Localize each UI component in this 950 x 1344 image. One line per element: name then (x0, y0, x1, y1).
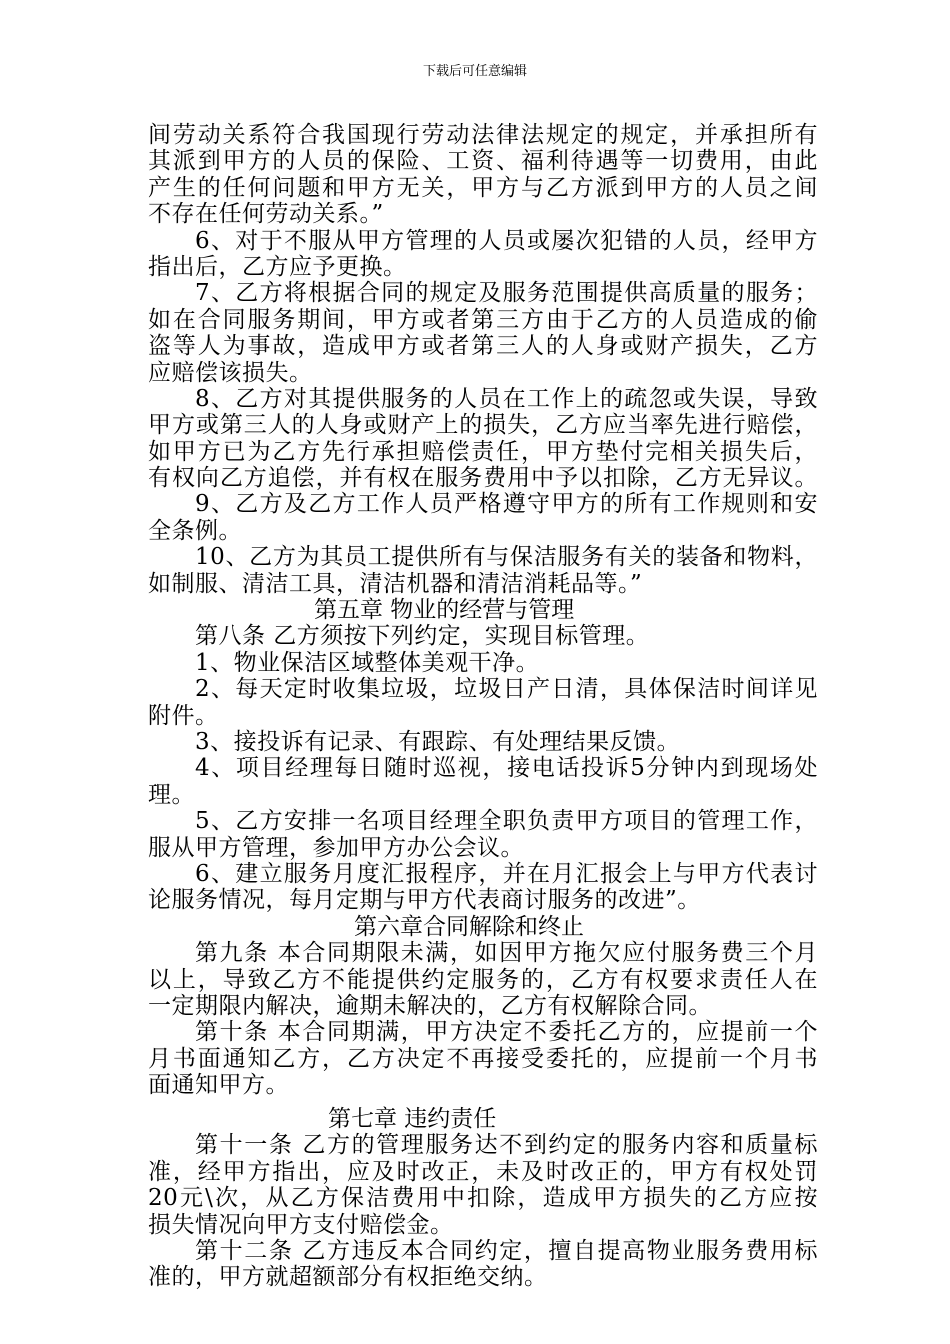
page-header: 下载后可任意编辑 (422, 64, 527, 79)
text-line: 其派到甲方的人员的保险、工资、福利待遇等一切费用，由此 (148, 148, 818, 175)
text-line: 6、对于不服从甲方管理的人员或屡次犯错的人员，经甲方 (195, 227, 818, 254)
chapter-heading: 第五章 物业的经营与管理 (314, 597, 575, 624)
text-line: 第九条 本合同期限未满，如因甲方拖欠应付服务费三个月 (195, 940, 818, 967)
text-line: 有权向乙方追偿，并有权在服务费用中予以扣除，乙方无异议。 (148, 465, 818, 492)
text-line: 第十条 本合同期满，甲方决定不委托乙方的，应提前一个 (195, 1019, 818, 1046)
text-line: 2、每天定时收集垃圾，垃圾日产日清，具体保洁时间详见 (195, 676, 818, 703)
text-line: 4、项目经理每日随时巡视，接电话投诉5分钟内到现场处 (195, 755, 818, 782)
text-line: 指出后，乙方应予更换。 (148, 253, 407, 280)
text-line: 准的，甲方就超额部分有权拒绝交纳。 (148, 1264, 548, 1291)
text-line: 以上，导致乙方不能提供约定服务的，乙方有权要求责任人在 (148, 966, 818, 993)
text-line: 甲方或第三人的人身或财产上的损失，乙方应当率先进行赔偿， (148, 412, 818, 439)
text-line: 盗等人为事故，造成甲方或者第三人的人身或财产损失，乙方 (148, 333, 818, 360)
text-line: 6、建立服务月度汇报程序，并在月汇报会上与甲方代表讨 (195, 860, 818, 887)
document-body (148, 122, 818, 1291)
text-line: 5、乙方安排一名项目经理全职负责甲方项目的管理工作， (195, 808, 818, 835)
text-line: 全条例。 (148, 517, 242, 544)
text-line: 如制服、清洁工具，清洁机器和清洁消耗品等。” (148, 570, 643, 597)
text-line: 第八条 乙方须按下列约定，实现目标管理。 (195, 623, 650, 650)
text-line: 第十二条 乙方违反本合同约定，擅自提高物业服务费用标 (195, 1238, 818, 1265)
text-line: 7、乙方将根据合同的规定及服务范围提供高质量的服务； (195, 280, 818, 307)
text-line: 20元\次，从乙方保洁费用中扣除，造成甲方损失的乙方应按 (148, 1185, 818, 1212)
text-line: 3、接投诉有记录、有跟踪、有处理结果反馈。 (195, 728, 681, 755)
chapter-heading: 第六章合同解除和终止 (354, 913, 584, 940)
text-line: 月书面通知乙方，乙方决定不再接受委托的，应提前一个月书 (148, 1045, 818, 1072)
text-line: 应赔偿该损失。 (148, 359, 313, 386)
text-line: 面通知甲方。 (148, 1072, 289, 1099)
text-line: 8、乙方对其提供服务的人员在工作上的疏忽或失误，导致 (195, 385, 818, 412)
text-line: 1、物业保洁区域整体美观干净。 (195, 649, 540, 676)
text-line: 准，经甲方指出，应及时改正，未及时改正的，甲方有权处罚 (148, 1158, 818, 1185)
text-line: 理。 (148, 781, 195, 808)
text-line: 不存在任何劳动关系。” (148, 201, 384, 228)
text-line: 间劳动关系符合我国现行劳动法律法规定的规定，并承担所有 (148, 122, 818, 148)
text-line: 如甲方已为乙方先行承担赔偿责任，甲方垫付完相关损失后， (148, 438, 818, 465)
text-line: 产生的任何问题和甲方无关，甲方与乙方派到甲方的人员之间 (148, 174, 818, 201)
text-line: 如在合同服务期间，甲方或者第三方由于乙方的人员造成的偷 (148, 306, 818, 333)
text-line: 一定期限内解决，逾期未解决的，乙方有权解除合同。 (148, 992, 712, 1019)
text-line: 9、乙方及乙方工作人员严格遵守甲方的所有工作规则和安 (195, 491, 818, 518)
text-line: 论服务情况，每月定期与甲方代表商讨服务的改进”。 (148, 887, 701, 914)
text-line: 第十一条 乙方的管理服务达不到约定的服务内容和质量标 (195, 1132, 818, 1159)
text-line: 损失情况向甲方支付赔偿金。 (148, 1211, 454, 1238)
text-line: 服从甲方管理，参加甲方办公会议。 (148, 834, 524, 861)
text-line: 10、乙方为其员工提供所有与保洁服务有关的装备和物料， (195, 544, 818, 571)
text-line: 附件。 (148, 702, 219, 729)
chapter-heading: 第七章 违约责任 (328, 1106, 497, 1133)
